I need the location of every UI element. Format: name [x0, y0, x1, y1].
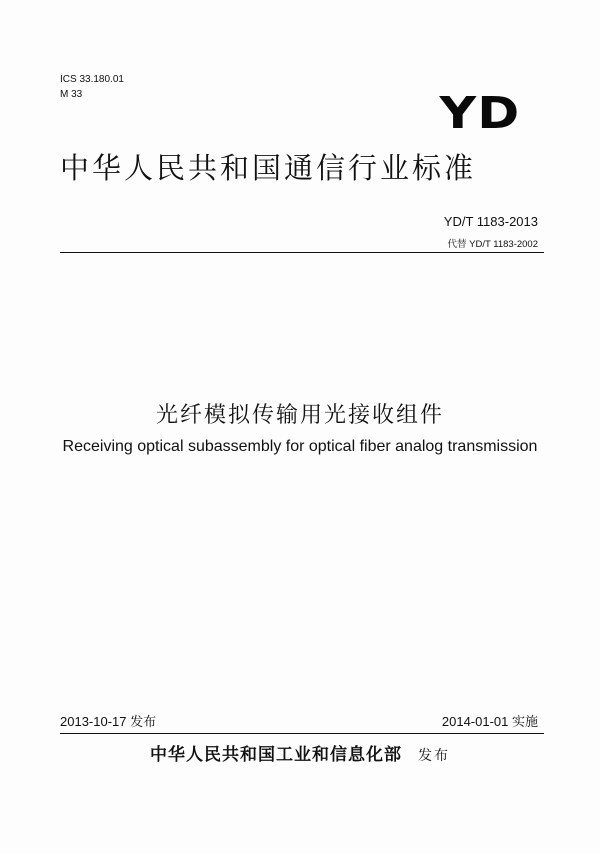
issue-date: 2013-10-17 发布 — [60, 714, 157, 729]
document-title-chinese: 光纤模拟传输用光接收组件 — [155, 403, 444, 428]
ccs-code: M 33 — [60, 89, 83, 100]
standard-number: YD/T 1183-2013 — [443, 214, 538, 229]
top-divider — [60, 252, 544, 253]
yd-logo: YD — [439, 88, 520, 139]
issuer-line — [0, 740, 600, 765]
issuer-name: 中华人民共和国工业和信息化部 — [150, 745, 402, 765]
ics-code: ICS 33.180.01 — [60, 74, 124, 85]
standard-category-title: 中华人民共和国通信行业标准 — [60, 151, 477, 185]
bottom-divider — [60, 733, 544, 734]
issuer-action: 发布 — [418, 748, 450, 764]
replaces-standard: 代替 YD/T 1183-2002 — [447, 239, 538, 250]
document-title-english: Receiving optical subassembly for optical fiber analog transmission — [62, 438, 538, 455]
implementation-date: 2014-01-01 实施 — [441, 714, 538, 729]
